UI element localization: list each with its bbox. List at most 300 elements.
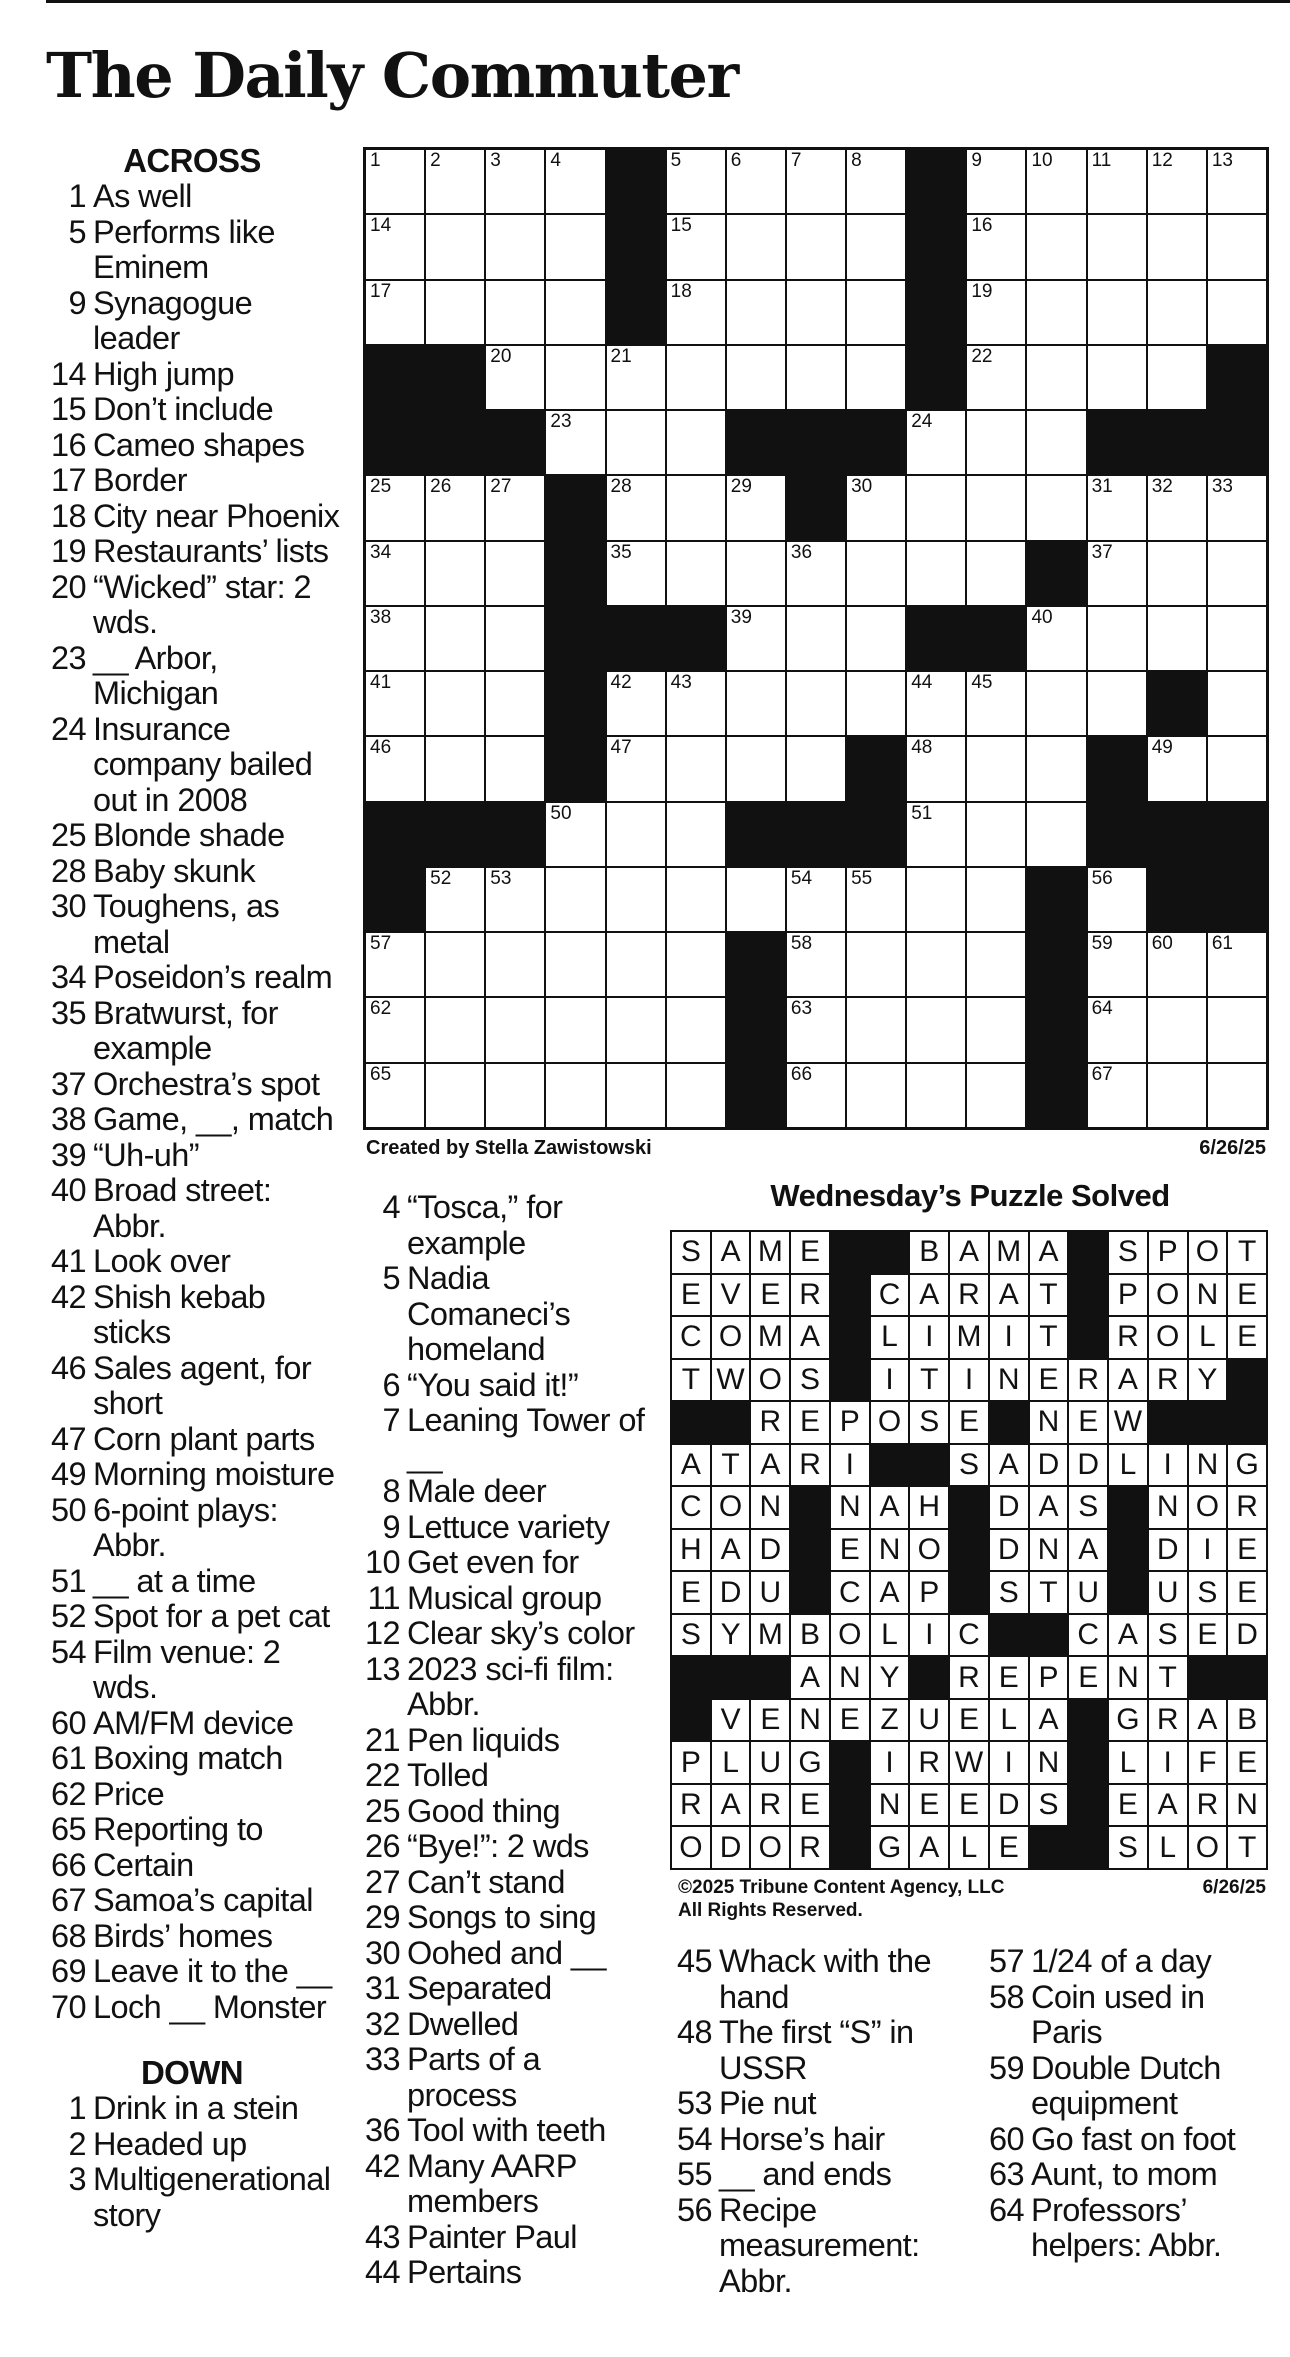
grid-cell <box>787 607 845 670</box>
clue-item <box>356 1936 656 1972</box>
clue-number: 21 <box>365 1721 400 1758</box>
solution-black-square <box>1069 1827 1107 1868</box>
solution-letter: I <box>1149 1445 1187 1486</box>
grid-cell <box>546 998 604 1061</box>
solution-letter: W <box>712 1360 750 1401</box>
solution-letter: E <box>1228 1275 1266 1316</box>
cell-number: 12 <box>1151 150 1173 171</box>
grid-cell <box>787 1064 845 1127</box>
solution-letter: N <box>990 1360 1028 1401</box>
grid-cell <box>607 998 665 1061</box>
clue-item <box>356 2149 656 2220</box>
clue-number: 47 <box>51 1420 86 1457</box>
black-square <box>1027 998 1085 1061</box>
cell-number: 27 <box>490 476 512 498</box>
clue-number: 38 <box>51 1101 86 1137</box>
grid-cell <box>967 868 1025 931</box>
cell-number: 11 <box>1091 150 1112 171</box>
solution-black-square <box>672 1700 710 1741</box>
clue-text: Performs like Eminem <box>93 213 275 285</box>
grid-cell <box>607 476 665 539</box>
clue-number: 19 <box>51 533 86 569</box>
clue-text: Aunt, to mom <box>1031 2156 1218 2192</box>
clue-item <box>356 2007 656 2043</box>
clue-item <box>980 2122 1280 2158</box>
clue-text: Reporting to <box>93 1811 263 1847</box>
clue-text: Whack with the hand <box>719 1943 931 2015</box>
grid-cell <box>667 411 725 474</box>
grid-cell <box>607 737 665 800</box>
grid-cell <box>787 281 845 344</box>
clue-number: 31 <box>365 1970 400 2006</box>
clue-item <box>668 2193 968 2300</box>
clue-item <box>356 1971 656 2007</box>
clue-column-4 <box>980 1944 1280 2264</box>
black-square <box>1208 346 1266 409</box>
black-square <box>546 737 604 800</box>
clue-text: Baby skunk <box>93 852 256 889</box>
grid-cell <box>486 737 544 800</box>
black-square <box>607 607 665 670</box>
clue-item <box>668 2015 968 2086</box>
clue-number: 49 <box>51 1456 86 1492</box>
solution-letter: R <box>910 1742 948 1783</box>
black-square <box>787 476 845 539</box>
clue-number: 46 <box>51 1349 86 1386</box>
clue-text: Price <box>93 1775 165 1812</box>
cell-number: 5 <box>670 150 682 171</box>
solution-letter: C <box>950 1615 988 1656</box>
clue-number: 5 <box>68 213 86 250</box>
clue-item <box>668 2122 968 2158</box>
solution-letter: E <box>1069 1402 1107 1443</box>
clue-item <box>356 1900 656 1936</box>
clue-item <box>42 1741 342 1777</box>
clue-text: Broad street: Abbr. <box>93 1172 272 1244</box>
clue-text: Get even for <box>407 1544 579 1580</box>
cell-number: 4 <box>550 150 561 171</box>
clue-number: 69 <box>51 1953 86 1989</box>
solution-letter: Y <box>712 1615 750 1656</box>
solution-letter: R <box>751 1785 789 1826</box>
grid-cell <box>667 998 725 1061</box>
grid-cell <box>787 215 845 278</box>
cell-number: 3 <box>490 150 501 171</box>
clue-number: 42 <box>51 1278 86 1315</box>
clue-text: Pen liquids <box>407 1721 560 1758</box>
grid-cell <box>546 150 604 213</box>
clue-text: Can’t stand <box>407 1863 565 1900</box>
solution-letter: U <box>1069 1572 1107 1613</box>
cell-number: 44 <box>911 672 933 694</box>
solution-letter: R <box>672 1785 710 1826</box>
clue-text: Orchestra’s spot <box>93 1065 320 1102</box>
solution-letter: E <box>950 1785 988 1826</box>
grid-cell <box>1208 933 1266 996</box>
solution-letter: T <box>1030 1275 1068 1316</box>
solution-letter: V <box>712 1700 750 1741</box>
clue-column-1 <box>42 143 342 2233</box>
clue-item <box>42 996 342 1067</box>
solution-letter: L <box>950 1827 988 1868</box>
cell-number: 13 <box>1211 150 1233 171</box>
clue-item <box>356 1616 656 1652</box>
solution-letter: U <box>751 1572 789 1613</box>
grid-cell <box>967 346 1025 409</box>
solution-black-square <box>751 1657 789 1698</box>
cell-number: 55 <box>851 867 873 889</box>
clue-item <box>42 960 342 996</box>
solution-letter: C <box>1069 1615 1107 1656</box>
cell-number: 54 <box>790 867 813 889</box>
solution-letter: G <box>1109 1700 1147 1741</box>
solution-black-square <box>791 1572 829 1613</box>
clue-item <box>42 1244 342 1280</box>
solution-black-square <box>1109 1572 1147 1613</box>
solution-letter: D <box>712 1572 750 1613</box>
clue-text: Bratwurst, for example <box>93 994 278 1066</box>
solution-letter: N <box>1030 1402 1068 1443</box>
grid-cell <box>546 215 604 278</box>
cell-number: 18 <box>670 280 692 302</box>
grid-cell <box>607 1064 665 1127</box>
grid-cell <box>667 281 725 344</box>
solution-black-square <box>831 1275 869 1316</box>
clue-text: 2023 sci-fi film: Abbr. <box>407 1650 614 1722</box>
solution-letter: W <box>950 1742 988 1783</box>
grid-cell <box>426 215 484 278</box>
solution-letter: A <box>672 1445 710 1486</box>
solution-letter: Y <box>871 1657 909 1698</box>
grid-cell <box>907 868 965 931</box>
grid-cell <box>967 476 1025 539</box>
solution-black-square <box>791 1530 829 1571</box>
grid-cell <box>1088 542 1146 605</box>
solution-letter: P <box>831 1402 869 1443</box>
solution-letter: C <box>831 1572 869 1613</box>
grid-cell <box>967 1064 1025 1127</box>
solution-letter: R <box>791 1275 829 1316</box>
solution-letter: E <box>751 1700 789 1741</box>
black-square <box>727 933 785 996</box>
clue-number: 56 <box>677 2191 712 2228</box>
clue-item <box>42 1777 342 1813</box>
grid-cell <box>1027 215 1085 278</box>
clue-number: 43 <box>365 2218 400 2255</box>
grid-cell <box>366 737 424 800</box>
solution-letter: U <box>1149 1572 1187 1613</box>
solution-black-square <box>831 1232 869 1273</box>
grid-cell <box>847 542 905 605</box>
clue-number: 12 <box>365 1615 400 1651</box>
solution-letter: N <box>1189 1445 1227 1486</box>
clue-number: 25 <box>365 1792 400 1829</box>
solution-letter: N <box>791 1700 829 1741</box>
black-square <box>727 1064 785 1127</box>
solution-letter: G <box>1228 1445 1266 1486</box>
black-square <box>607 281 665 344</box>
solution-letter: Z <box>871 1700 909 1741</box>
grid-cell <box>366 933 424 996</box>
grid-cell <box>366 672 424 735</box>
cell-number: 42 <box>610 672 632 694</box>
grid-cell <box>426 476 484 539</box>
page-title: The Daily Commuter <box>46 39 738 112</box>
solution-letter: B <box>910 1232 948 1273</box>
clue-item <box>42 1954 342 1990</box>
grid-cell <box>607 346 665 409</box>
cell-number: 39 <box>730 606 752 628</box>
grid-cell <box>486 281 544 344</box>
grid-cell <box>607 542 665 605</box>
clue-number: 5 <box>382 1260 400 1296</box>
solution-letter: L <box>871 1317 909 1358</box>
clue-number: 61 <box>51 1740 86 1776</box>
black-square <box>847 411 905 474</box>
grid-cell <box>1088 150 1146 213</box>
solution-letter: P <box>1109 1275 1147 1316</box>
solution-letter: O <box>672 1827 710 1868</box>
solution-letter: R <box>1149 1700 1187 1741</box>
solution-letter: O <box>751 1827 789 1868</box>
clue-text: Poseidon’s realm <box>93 959 333 995</box>
grid-cell <box>1088 672 1146 735</box>
solution-letter: R <box>1109 1317 1147 1358</box>
clue-number: 42 <box>365 2147 400 2184</box>
solution-letter: A <box>1149 1785 1187 1826</box>
grid-cell <box>1148 1064 1206 1127</box>
clue-item <box>42 534 342 570</box>
clue-text: 6-point plays: Abbr. <box>93 1491 278 1563</box>
solution-letter: O <box>1189 1827 1227 1868</box>
clue-number: 40 <box>51 1172 86 1208</box>
solution-letter: S <box>672 1232 710 1273</box>
grid-cell <box>426 737 484 800</box>
solution-black-square <box>1069 1700 1107 1741</box>
cell-number: 2 <box>430 150 441 171</box>
grid-cell <box>366 542 424 605</box>
clue-number: 9 <box>68 284 86 321</box>
cell-number: 59 <box>1091 933 1113 955</box>
solution-black-square <box>1228 1402 1266 1443</box>
solution-letter: A <box>1030 1232 1068 1273</box>
clue-text: Toughens, as metal <box>93 888 280 960</box>
black-square <box>907 215 965 278</box>
solution-black-square <box>1109 1487 1147 1528</box>
clue-item <box>356 1829 656 1865</box>
grid-cell <box>486 476 544 539</box>
solution-letter: O <box>712 1317 750 1358</box>
solution-letter: E <box>831 1530 869 1571</box>
solution-black-square <box>1069 1317 1107 1358</box>
clue-text: Morning moisture <box>93 1456 335 1492</box>
clue-text: Certain <box>93 1846 194 1883</box>
clue-text: Pertains <box>407 2254 522 2290</box>
clue-number: 2 <box>68 2125 86 2162</box>
solution-letter: A <box>871 1487 909 1528</box>
clue-item <box>356 2255 656 2291</box>
black-square <box>426 803 484 866</box>
cell-number: 24 <box>911 411 933 433</box>
grid-cell <box>366 998 424 1061</box>
solution-letter: C <box>672 1487 710 1528</box>
clue-number: 7 <box>382 1402 400 1438</box>
grid-cell <box>727 346 785 409</box>
solution-letter: E <box>910 1785 948 1826</box>
clue-number: 68 <box>51 1917 86 1954</box>
clue-text: Sales agent, for short <box>93 1349 312 1421</box>
grid-cell <box>967 998 1025 1061</box>
black-square <box>1208 803 1266 866</box>
grid-cell <box>426 542 484 605</box>
clue-text: The first “S” in USSR <box>719 2014 914 2086</box>
grid-cell <box>787 542 845 605</box>
clue-number: 66 <box>51 1846 86 1883</box>
cell-number: 34 <box>370 541 392 563</box>
grid-cell <box>1088 346 1146 409</box>
solution-letter: R <box>1228 1487 1266 1528</box>
solution-letter: R <box>751 1402 789 1443</box>
cell-number: 57 <box>370 933 392 955</box>
solution-letter: O <box>1189 1487 1227 1528</box>
cell-number: 17 <box>370 280 392 302</box>
clue-text: Many AARP members <box>407 2147 577 2219</box>
solution-letter: R <box>1189 1785 1227 1826</box>
solution-letter: S <box>950 1445 988 1486</box>
solution-letter: E <box>1109 1785 1147 1826</box>
clue-text: City near Phoenix <box>93 497 340 534</box>
clue-item <box>980 2157 1280 2193</box>
solution-letter: P <box>672 1742 710 1783</box>
grid-cell <box>486 607 544 670</box>
black-square <box>546 672 604 735</box>
grid-cell <box>1208 281 1266 344</box>
grid-cell <box>727 476 785 539</box>
solution-letter: E <box>791 1785 829 1826</box>
solution-letter: T <box>672 1360 710 1401</box>
solution-letter: O <box>1149 1275 1187 1316</box>
clue-text: “You said it!” <box>407 1366 579 1403</box>
black-square <box>426 411 484 474</box>
clue-number: 65 <box>51 1811 86 1847</box>
grid-cell <box>1027 150 1085 213</box>
clue-text: Synagogue leader <box>93 284 253 356</box>
solution-letter: D <box>751 1530 789 1571</box>
solution-letter: A <box>1030 1487 1068 1528</box>
clue-text: Headed up <box>93 2125 247 2162</box>
solution-letter: A <box>1069 1530 1107 1571</box>
clue-number: 33 <box>365 2041 400 2077</box>
clue-item <box>42 1280 342 1351</box>
solution-letter: A <box>910 1827 948 1868</box>
solution-letter: R <box>791 1445 829 1486</box>
solution-black-square <box>871 1232 909 1273</box>
clue-item <box>42 641 342 712</box>
grid-cell <box>847 672 905 735</box>
clue-item <box>42 889 342 960</box>
cell-number: 62 <box>370 998 392 1020</box>
clue-number: 67 <box>51 1882 86 1918</box>
solution-letter: D <box>712 1827 750 1868</box>
solution-letter: H <box>672 1530 710 1571</box>
clue-text: Male deer <box>407 1473 547 1509</box>
black-square <box>1088 737 1146 800</box>
clue-text: “Bye!”: 2 wds <box>407 1828 589 1864</box>
solution-letter: I <box>871 1742 909 1783</box>
cell-number: 35 <box>610 541 632 563</box>
solution-letter: A <box>712 1232 750 1273</box>
solution-rights: All Rights Reserved. <box>678 1900 863 1921</box>
solution-letter: L <box>712 1742 750 1783</box>
grid-cell <box>967 803 1025 866</box>
clue-text: Double Dutch equipment <box>1031 2049 1221 2121</box>
clue-item <box>42 1919 342 1955</box>
cell-number: 41 <box>370 672 392 694</box>
solution-letter: O <box>1189 1232 1227 1273</box>
cell-number: 65 <box>370 1063 392 1085</box>
clue-number: 35 <box>51 994 86 1031</box>
black-square <box>486 803 544 866</box>
grid-cell <box>1027 476 1085 539</box>
grid-cell <box>727 737 785 800</box>
solution-black-square <box>1069 1232 1107 1273</box>
solution-letter: L <box>1109 1445 1147 1486</box>
clue-number: 39 <box>51 1136 86 1173</box>
cell-number: 9 <box>971 150 982 171</box>
grid-cell <box>907 672 965 735</box>
black-square <box>546 542 604 605</box>
black-square <box>1208 411 1266 474</box>
black-square <box>486 411 544 474</box>
solution-letter: P <box>1149 1232 1187 1273</box>
cell-number: 28 <box>610 476 632 498</box>
solution-letter: N <box>1228 1785 1266 1826</box>
puzzle-date: 6/26/25 <box>1199 1137 1266 1159</box>
cell-number: 46 <box>370 737 392 759</box>
grid-cell <box>486 933 544 996</box>
clue-text: Musical group <box>407 1579 602 1616</box>
clue-number: 15 <box>51 391 86 427</box>
solution-black-square <box>791 1487 829 1528</box>
black-square <box>907 150 965 213</box>
grid-cell <box>546 933 604 996</box>
solution-black-square <box>910 1657 948 1698</box>
grid-cell <box>1208 542 1266 605</box>
black-square <box>1027 1064 1085 1127</box>
grid-cell <box>907 803 965 866</box>
grid-cell <box>787 150 845 213</box>
clue-number: 4 <box>382 1189 400 1225</box>
puzzle-grid <box>363 147 1269 1130</box>
grid-cell <box>667 1064 725 1127</box>
grid-cell <box>727 607 785 670</box>
black-square <box>1148 411 1206 474</box>
clue-text: Look over <box>93 1243 231 1279</box>
clue-text: Nadia Comaneci’s homeland <box>407 1260 571 1367</box>
solution-letter: C <box>871 1275 909 1316</box>
solution-letter: T <box>712 1445 750 1486</box>
clue-text: Leave it to the __ <box>93 1953 332 1989</box>
solution-letter: E <box>831 1700 869 1741</box>
solution-black-square <box>1030 1827 1068 1868</box>
solution-title: Wednesday’s Puzzle Solved <box>770 1178 1170 1213</box>
clue-text: Horse’s hair <box>719 2120 885 2157</box>
grid-cell <box>727 281 785 344</box>
grid-cell <box>667 476 725 539</box>
solution-letter: M <box>950 1317 988 1358</box>
black-square <box>1027 542 1085 605</box>
clue-text: Parts of a process <box>407 2041 541 2113</box>
